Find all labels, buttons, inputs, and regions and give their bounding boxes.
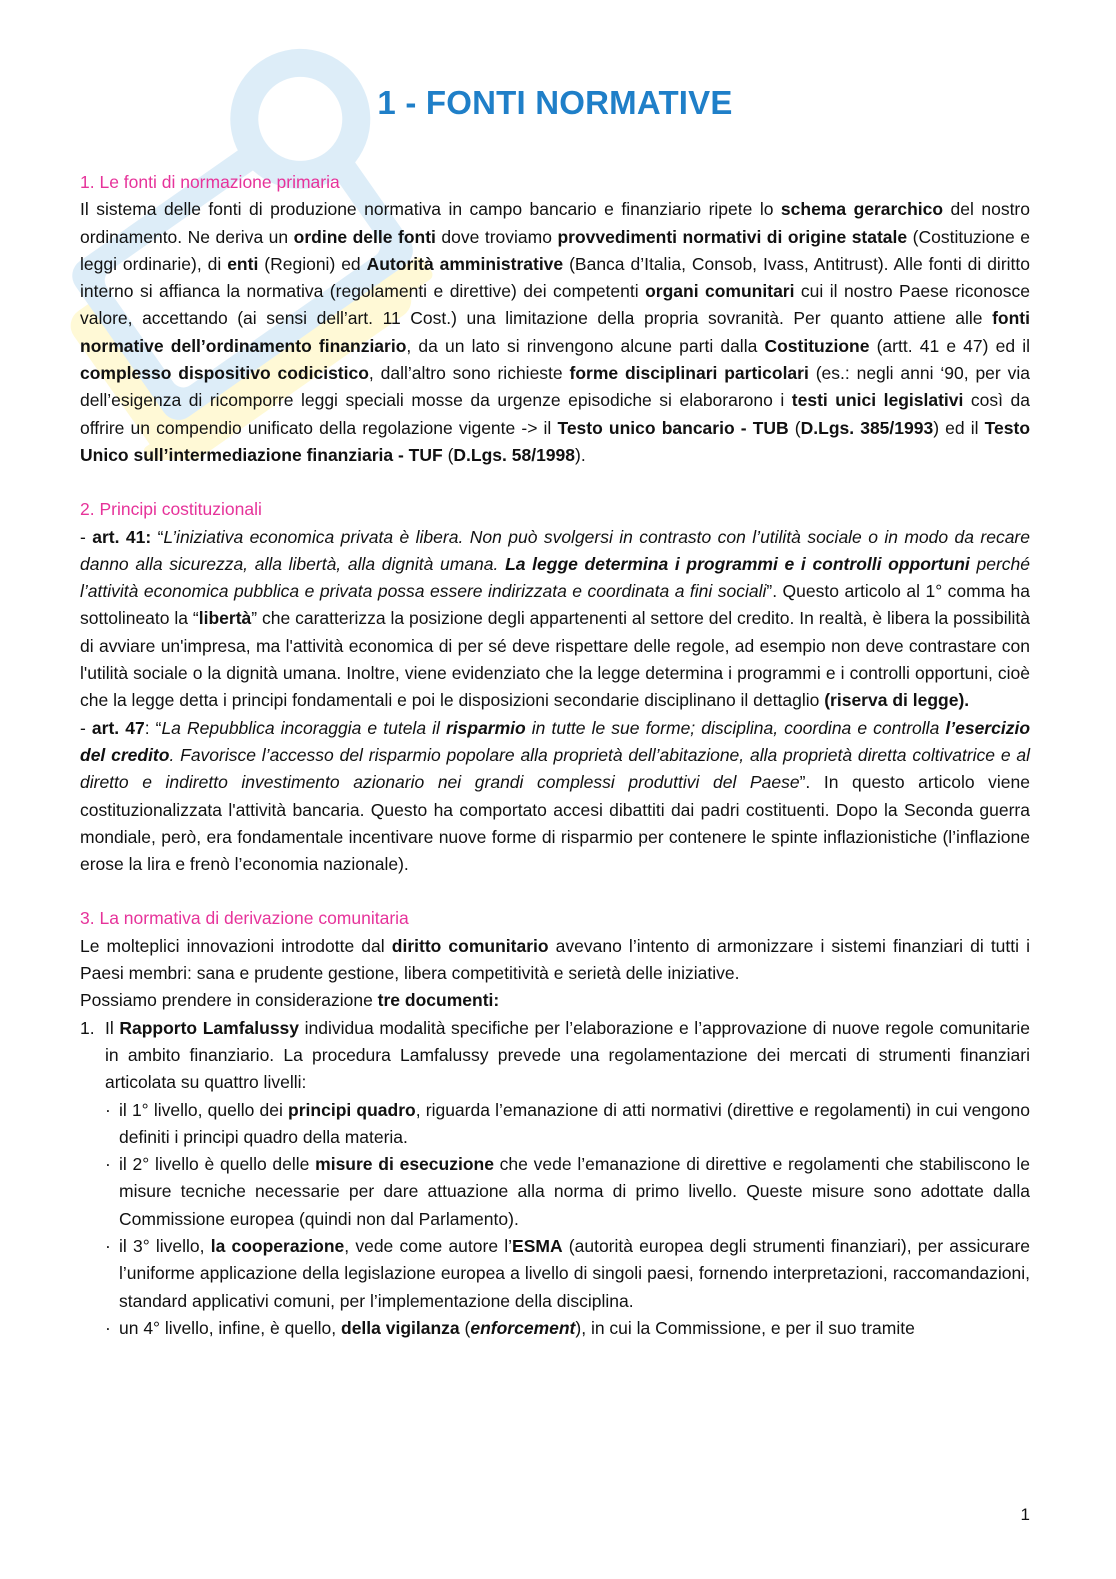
paragraph-fonti-primarie: Il sistema delle fonti di produzione normativa in campo bancario e finanziario ripete lo schema gerarchico del nostro ordinamento. Ne deriva un ordine delle fonti dove troviamo provvedimenti normativi di origine statale (Costituzione e leggi ordinarie), di enti (Regioni) ed Autorità amministrative (Banca d’Italia, Consob, Ivass, Antitrust). Alle fonti di diritto interno si affianca la normativa (regolamenti e direttive) dei competenti organi comunitari cui il nostro Paese riconosce valore, accettando (ai sensi dell’art. 11 Cost.) una limitazione della propria sovranità. Per quanto attiene alle fonti normative dell’ordinamento finanziario, da un lato si rinvengono alcune parti dalla Costituzione (artt. 41 e 47) ed il complesso dispositivo codicistico, dall’altro sono richieste forme disciplinari particolari (es.: negli anni ‘90, per via dell’esigenza di ricomporre leggi speciali mosse da urgenze episodiche si elaborarono i testi unici legislativi così da offrire un compendio unificato della regolazione vigente -> il Testo unico bancario - TUB (D.Lgs. 385/1993) ed il Testo Unico sull’intermediazione finanziaria - TUF (D.Lgs. 58/1998). <box>80 199 1031 465</box>
sub-item-livello-2: · il 2° livello è quello delle misure di esecuzione che vede l’emanazione di direttive e regolamenti che stabiliscono le misure tecniche necessarie per dare attuazione alla norma di primo livello. Queste misure sono adottate dalla Commissione europea (quindi non dal Parlamento). <box>105 1151 1030 1233</box>
section-title-normativa-comunitaria: 3. La normativa di derivazione comunitaria <box>80 908 409 929</box>
list-item-text: Il Rapporto Lamfalussy individua modalità specifiche per l’elaborazione e l’approvazione di nuove regole comunitarie in ambito finanziario. La procedura Lamfalussy prevede una regolamentazione dei mercati di strumenti finanziari articolata su quattro livelli: <box>105 1017 1030 1093</box>
bullet-icon: · <box>105 1317 111 1338</box>
list-number: 1. <box>80 1017 95 1038</box>
bullet-icon: · <box>105 1099 111 1120</box>
paragraph-tre-documenti: Possiamo prendere in considerazione tre documenti: <box>80 990 500 1011</box>
section-title-fonti-primarie: 1. Le fonti di normazione primaria <box>80 172 340 192</box>
document-page <box>80 0 1030 1579</box>
sub-item-livello-3: · il 3° livello, la cooperazione, vede come autore l’ESMA (autorità europea degli strumenti finanziari), per assicurare l’uniforme applicazione della legislazione europea a livello di singoli paesi, fornendo interpretazioni, raccomandazioni, standard applicativi comuni, per l’implementazione della disciplina. <box>105 1233 1030 1315</box>
page-number: 1 <box>1020 1505 1030 1524</box>
paragraph-art-47: - art. 47: “La Repubblica incoraggia e tutela il risparmio in tutte le sue forme; disciplina, coordina e controlla l’esercizio del credito. Favorisce l’accesso del risparmio popolare alla proprietà dell’abitazione, alla proprietà diretta coltivatrice e al diretto e indiretto investimento azionario nei grandi complessi produttivi del Paese”. In questo articolo viene costituzionalizzata l'attività bancaria. Questo ha comportato accesi dibattiti dai padri costituenti. Dopo la Seconda guerra mondiale, però, era fondamentale incentivare nuove forme di risparmio per contenere le spinte inflazionistiche (l’inflazione erose la lira e frenò l’economia nazionale). <box>80 717 1031 875</box>
paragraph-diritto-comunitario: Le molteplici innovazioni introdotte dal diritto comunitario avevano l’intento di armonizzare i sistemi finanziari di tutti i Paesi membri: sana e prudente gestione, libera competitività e serietà delle iniziative. <box>80 935 1031 984</box>
page-title: 1 - FONTI NORMATIVE <box>377 84 733 121</box>
bullet-icon: · <box>105 1235 111 1256</box>
list-item-rapporto-lamfalussy <box>80 1015 1030 1097</box>
paragraph-art-41: - art. 41: “L’iniziativa economica privata è libera. Non può svolgersi in contrasto con l’utilità sociale o in modo da recare danno alla sicurezza, alla libertà, alla dignità umana. La legge determina i programmi e i controlli opportuni perché l’attività economica pubblica e privata possa essere indirizzata e coordinata a fini sociali”. Questo articolo al 1° comma ha sottolineato la “libertà” che caratterizza la posizione degli appartenenti al settore del credito. In realtà, è libera la possibilità di avviare un'impresa, ma l'attività economica di per sé deve rispettare delle regole, ad esempio non deve contrastare con l'utilità sociale o la dignità umana. Inoltre, viene evidenziato che la legge determina i programmi e i controlli opportuni, cioè che la legge detta i principi fondamentali e poi le disposizioni secondarie disciplinano il dettaglio (riserva di legge). <box>80 526 1030 711</box>
bullet-icon: · <box>105 1154 111 1175</box>
sub-item-livello-4: · un 4° livello, infine, è quello, della vigilanza (enforcement), in cui la Commissione, e per il suo tramite <box>105 1315 1030 1342</box>
sub-item-livello-1: · il 1° livello, quello dei principi quadro, riguarda l’emanazione di atti normativi (direttive e regolamenti) in cui vengono definiti i principi quadro della materia. <box>105 1097 1030 1152</box>
section-title-principi-costituzionali: 2. Principi costituzionali <box>80 499 262 520</box>
